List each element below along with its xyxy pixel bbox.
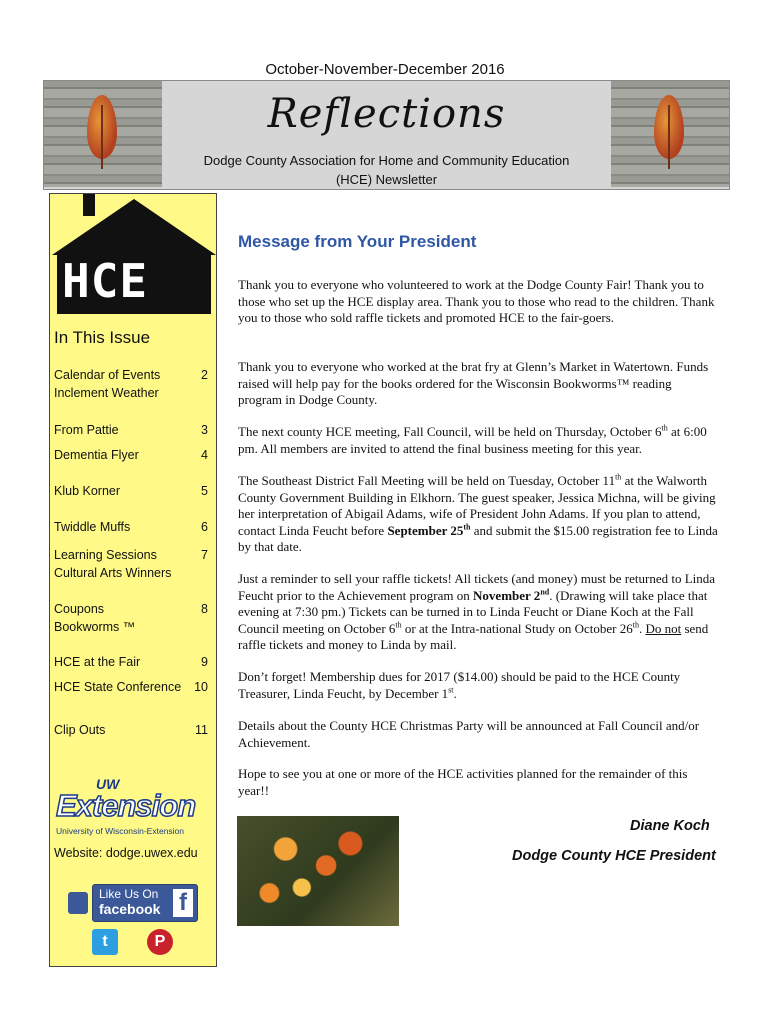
toc-page: 11 [195,723,208,737]
toc-page: 6 [201,520,208,534]
text-run: at 6:00 pm. All members are invited to attend the final business meeting for this year. [238,424,707,456]
toc-label: Twiddle Muffs [54,520,131,534]
masthead-banner [43,80,730,190]
bold-text: November 2 [473,587,541,603]
thumbs-up-icon [68,892,88,914]
subtitle-line: (HCE) Newsletter [335,172,438,187]
facebook-like-button[interactable] [92,884,198,922]
facebook-like-label: Like Us On [99,887,159,901]
paragraph-text: Thank you to everyone who volunteered to work at the Dodge County Fair! Thank you to those who set up the HCE display area. Thank you to those who read to the children. Thank you to those who sold raffle tickets and promoted HCE to the fair-goers. [238,277,715,325]
pinterest-icon[interactable]: P [147,929,173,955]
toc-page: 10 [194,680,208,694]
uwex-subtitle: University of Wisconsin-Extension [56,826,185,836]
toc-label: Klub Korner [54,484,121,498]
paragraph [238,718,718,751]
text-run: Don’t forget! Membership dues for 2017 ($14.00) should be paid to the HCE County Treasurer, Linda Feucht, by December 1 [238,669,681,701]
paragraph [238,359,718,409]
subtitle-line: Dodge County Association for Home and Community Education [203,153,570,168]
toc-label: HCE at the Fair [54,655,141,669]
superscript: th [661,423,668,433]
extension-logo-text: Extension [56,788,196,823]
toc-page: 5 [201,484,208,498]
facebook-icon: f [173,889,193,917]
issue-date: October-November-December 2016 [265,61,505,78]
toc-page: 9 [201,655,208,669]
toc-label: Coupons [54,602,105,616]
uw-extension-logo[interactable] [54,776,214,838]
superscript: th [615,472,622,482]
text-run: Just a reminder to sell your raffle tickets! All tickets (and money) must be returned to Linda Feucht prior to the Achievement program on [238,571,716,603]
superscript: th [632,620,639,630]
toc-label: Calendar of Events [54,368,161,382]
toc-page: 8 [201,602,208,616]
toc-label: Learning Sessions [54,548,157,562]
toc-label: HCE State Conference [54,680,182,694]
text-run: at the Walworth County Government Building in Elkhorn. The guest speaker, Jessica Michna, will be giving her interpretation of Abigail Adams, wife of President John Adams. If you plan to attend, contact Linda Feucht before [238,473,716,538]
text-run: The Southeast District Fall Meeting will be held on Tuesday, October 11 [238,473,616,488]
toc-label: Inclement Weather [54,386,159,400]
sidebar [49,193,217,967]
toc-page: 7 [201,548,208,562]
paragraph [238,571,718,654]
toc-label: Cultural Arts Winners [54,566,172,580]
paragraph [238,669,718,702]
superscript: th [395,620,402,630]
text-run: and submit the $15.00 registration fee to Linda by that date. [238,522,718,554]
paragraph-text: Details about the County HCE Christmas Party will be announced at Fall Council and/or Achievement. [238,718,700,750]
text-run: or at the Intra-national Study on October 26 [401,620,633,636]
paragraph [238,473,718,556]
toc-label: From Pattie [54,423,119,437]
uw-logo-text: UW [96,776,120,792]
facebook-name-label: facebook [99,901,161,917]
toc-label: Dementia Flyer [54,448,139,462]
toc-page: 2 [201,368,208,382]
text-run: . [453,685,457,701]
toc-page: 3 [201,423,208,437]
text-run: . [638,620,646,636]
toc-label: Bookworms ™ [54,620,136,634]
paragraph [238,277,718,327]
superscript: st [448,685,454,695]
website-link[interactable]: Website: dodge.uwex.edu [54,846,198,860]
text-run: send raffle tickets and money to Linda by mail. [238,620,709,652]
hce-house-logo [50,194,216,334]
paragraph-text: Thank you to everyone who worked at the brat fry at Glenn’s Market in Watertown. Funds raised will help pay for the books ordered for the Wisconsin Bookworms™ reading program in Dodge County. [238,359,709,407]
toc-label: Clip Outs [54,723,106,737]
signature-name: Diane Koch [630,818,710,834]
twitter-icon[interactable]: t [92,929,118,955]
autumn-leaves-photo [237,816,399,926]
roof-shape [52,199,216,255]
paragraph-text: Hope to see you at one or more of the HCE activities planned for the remainder of this year!! [238,766,688,798]
toc-heading: In This Issue [54,328,151,347]
newsletter-subtitle [162,151,611,189]
bold-text: September 25 [387,522,464,538]
paragraph [238,766,718,799]
hce-logo-text: HCE [62,254,149,308]
article-headline: Message from Your President [238,232,477,251]
text-run: . (Drawing will take place that evening at 7:30 pm.) Tickets can be turned in to Linda Feucht or Diane Koch at the Fall Council meeting on October 6 [238,587,708,636]
text-run: The next county HCE meeting, Fall Council, will be held on Thursday, October 6 [238,424,662,439]
toc-page: 4 [201,448,208,462]
superscript: th [463,522,471,532]
superscript: nd [540,587,550,597]
newsletter-title: Reflections [267,91,506,137]
signature-title: Dodge County HCE President [512,848,716,864]
paragraph [238,424,718,457]
underlined-text: Do not [645,620,682,636]
